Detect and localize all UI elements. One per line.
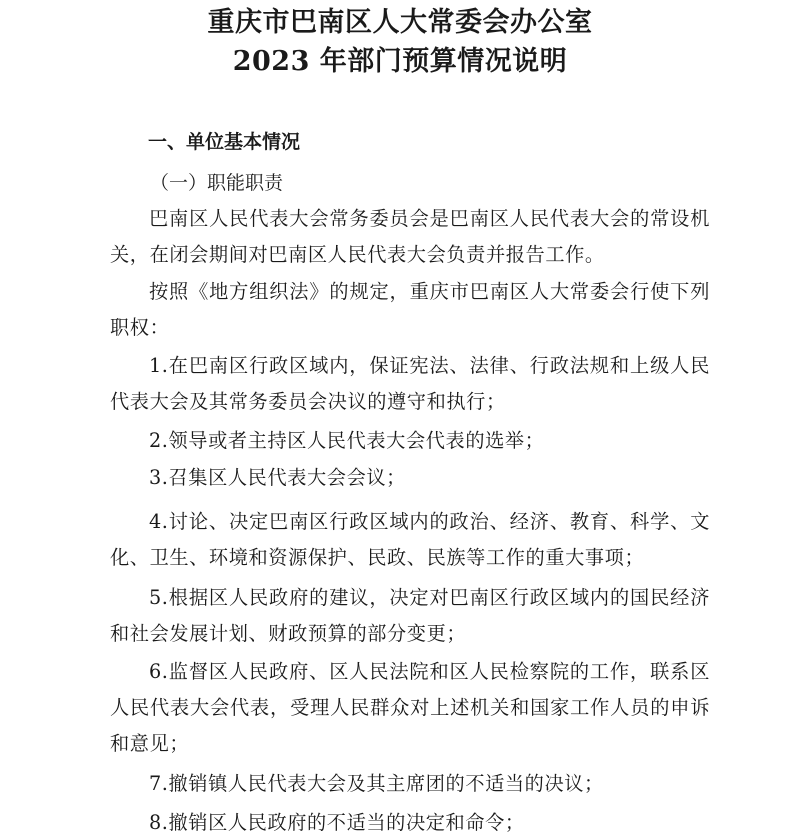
subsection-heading-duties: （一）职能职责	[150, 172, 284, 194]
document-title-line1: 重庆市巴南区人大常委会办公室	[207, 7, 593, 38]
list-item-power-3: 3.召集区人民代表大会会议；	[149, 466, 406, 489]
list-item-power-2: 2.领导或者主持区人民代表大会代表的选举；	[149, 429, 545, 452]
list-item-power-4: 4.讨论、决定巴南区行政区域内的政治、经济、教育、科学、文化、卫生、环境和资源保护、民政、民族等工作的重大事项；	[110, 510, 710, 569]
paragraph-powers-intro: 按照《地方组织法》的规定，重庆市巴南区人大常委会行使下列职权：	[110, 280, 710, 339]
list-item-power-8: 8.撤销区人民政府的不适当的决定和命令；	[149, 811, 525, 834]
list-item-power-6: 6.监督区人民政府、区人民法院和区人民检察院的工作，联系区人民代表大会代表，受理人民群众对上述机关和国家工作人员的申诉和意见；	[110, 660, 710, 755]
section-heading-basic-info: 一、单位基本情况	[148, 131, 301, 153]
list-item-power-7: 7.撤销镇人民代表大会及其主席团的不适当的决议；	[149, 772, 604, 795]
list-item-power-1: 1.在巴南区行政区域内，保证宪法、法律、行政法规和上级人民代表大会及其常务委员会决议的遵守和执行；	[110, 354, 710, 413]
list-item-power-5: 5.根据区人民政府的建议，决定对巴南区行政区域内的国民经济和社会发展计划、财政预算的部分变更；	[110, 586, 710, 645]
paragraph-standing-committee: 巴南区人民代表大会常务委员会是巴南区人民代表大会的常设机关，在闭会期间对巴南区人民代表大会负责并报告工作。	[110, 207, 710, 266]
document-title-line2: 2023 年部门预算情况说明	[232, 46, 568, 77]
